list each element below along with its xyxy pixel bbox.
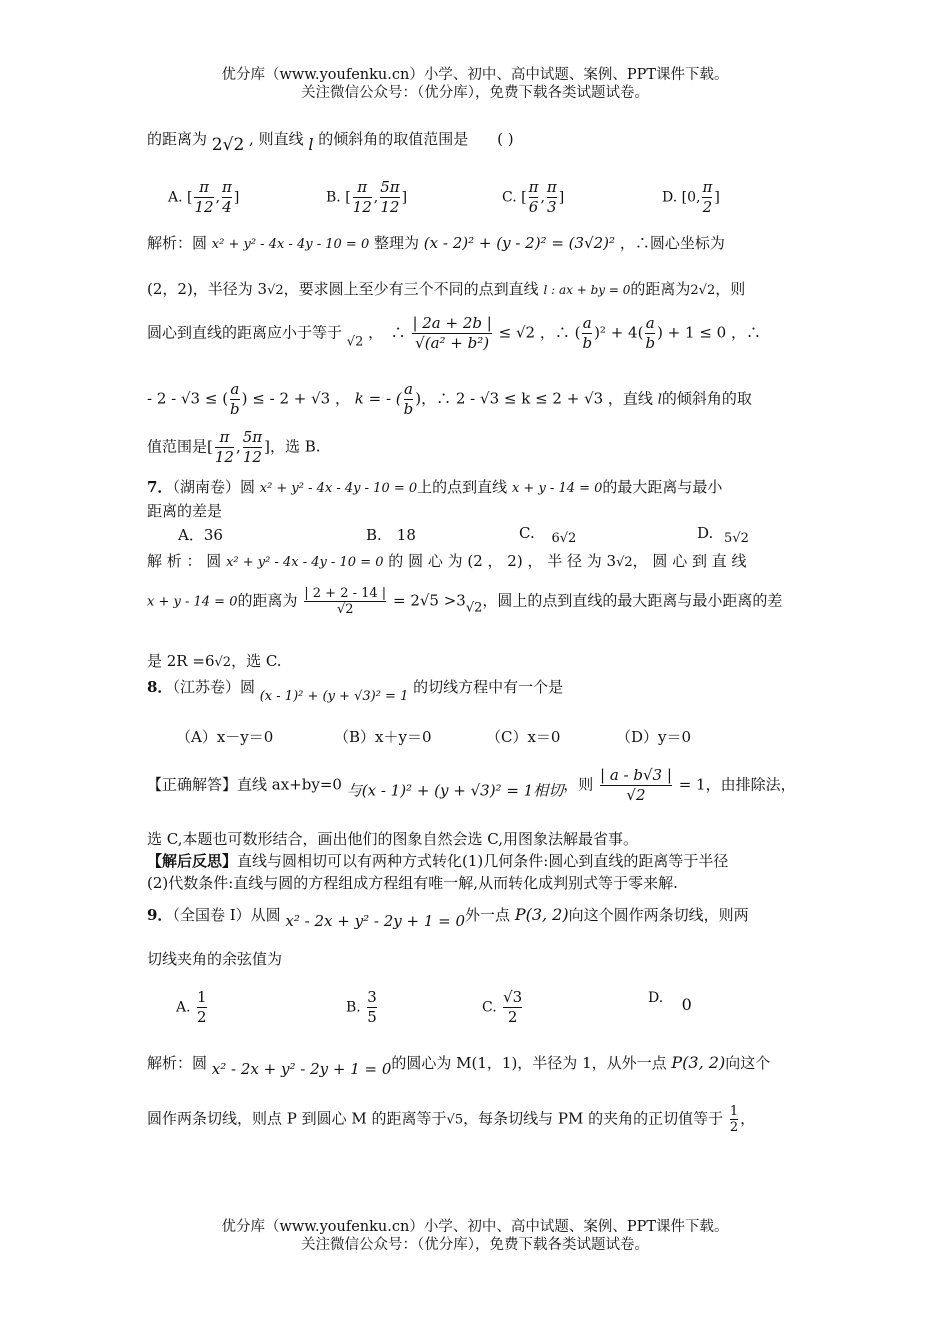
q7-option-c: C. 6√2: [519, 524, 577, 546]
q8-option-b: （B）x＋y＝0: [334, 728, 432, 746]
q8-reflection-2: (2)代数条件:直线与圆的方程组成方程组有唯一解,从而转化成判别式等于零来解.: [147, 874, 678, 892]
q9-option-a: A. $\frac{1}{2}$: [176, 988, 207, 1026]
q8-answer: 【正确解答】直线 ax+by=0 与(x - 1)² + (y + √3)² = 1相切，则 $\frac{| a - b√3 |}{√2}$ = 1，由排除法，: [147, 766, 796, 804]
q7-option-a: A．36: [178, 526, 223, 544]
q6-stem: 的距离为 2√2 , 则直线 l 的倾斜角的取值范围是 ( ): [147, 130, 514, 155]
q9-solution-line-1: 解析：圆 x² - 2x + y² - 2y + 1 = 0的圆心为 M(1，1)，半径为 1，从外一点 P(3, 2)向这个: [147, 1053, 771, 1078]
q7-solution-line-1: 解 析 ： 圆 x² + y² - 4x - 4y - 10 = 0 的 圆 心 为 (2 ， 2) ， 半 径 为 3√2， 圆 心 到 直 线: [147, 552, 747, 570]
q6-solution-line-2: (2，2)，半径为 3√2，要求圆上至少有三个不同的点到直线 l : ax + by = 0的距离为2√2，则: [147, 280, 746, 298]
q9-option-d: D. 0: [648, 990, 692, 1014]
q7-stem: 7．（湖南卷）圆 x² + y² - 4x - 4y - 10 = 0上的点到直线 x + y - 14 = 0的最大距离与最小: [147, 478, 723, 496]
header-line-1: 优分库（www.youfenku.cn）小学、初中、高中试题、案例、PPT课件下载。: [221, 67, 729, 83]
page-footer: [0, 1218, 950, 1254]
q7-option-d: D. 5√2: [697, 524, 749, 546]
q9-solution-line-2: 圆作两条切线，则点 P 到圆心 M 的距离等于√5，每条切线与 PM 的夹角的正切值等于 $\frac{1}{2}$ ，: [147, 1104, 756, 1135]
header-line-2: 关注微信公众号：（优分库），免费下载各类试题试卷。: [301, 85, 649, 101]
q6-option-a: A. [ $\frac{\pi}{12}$ , $\frac{\pi}{4}$ ]: [168, 178, 240, 216]
q6-solution-line-1: 解析：圆 x² + y² - 4x - 4y - 10 = 0 整理为 (x - 2)² + (y - 2)² = (3√2)² ，∴圆心坐标为: [147, 234, 725, 252]
q6-option-c: C. [ $\frac{\pi}{6}$ , $\frac{\pi}{3}$ ]: [502, 178, 565, 216]
q9-option-c: C. $\frac{√3}{2}$: [482, 988, 523, 1026]
q9-option-b: B. $\frac{3}{5}$: [346, 988, 377, 1026]
q8-option-a: （A）x－y＝0: [176, 728, 274, 746]
q6-option-d: D. [0, $\frac{\pi}{2}$ ]: [662, 178, 720, 216]
q8-stem: 8．（江苏卷）圆 (x - 1)² + (y + √3)² = 1 的切线方程中有一个是: [147, 678, 564, 704]
q9-stem: 9．（全国卷 I）从圆 x² - 2x + y² - 2y + 1 = 0外一点 P(3, 2)向这个圆作两条切线，则两: [147, 905, 749, 930]
q8-option-d: （D）y＝0: [616, 728, 692, 746]
q6-solution-line-3: 圆心到直线的距离应小于等于 √2 ， ∴ $\frac{| 2a + 2b |}{\text{√(a² + b²)}}$ ≤ √2 ，∴ ( $\frac{a}{b}$ )² + 4( $\frac{a}{b}$ ) + 1 ≤ 0 ，∴: [147, 314, 761, 352]
q8-reflection: 【解后反思】直线与圆相切可以有两种方式转化(1)几何条件:圆心到直线的距离等于半径: [147, 852, 729, 870]
q6-solution-line-5: 值范围是[ $\frac{\pi}{12}$ , $\frac{5\pi}{12}$ ]，选 B.: [147, 428, 321, 466]
q6-solution-line-4: - 2 - √3 ≤ ( $\frac{a}{b}$ ) ≤ - 2 + √3 ， k = - ( $\frac{a}{b}$ )，∴ 2 - √3 ≤ k ≤ 2 + √3 ，直线 l的倾斜角的取: [147, 380, 752, 418]
q7-solution-line-2: x + y - 14 = 0的距离为 $\frac{| 2 + 2 - 14 |}{√2}$ = 2√5 >3√2，圆上的点到直线的最大距离与最小距离的差: [147, 586, 783, 617]
q7-stem-2: 距离的差是: [147, 502, 223, 520]
q8-option-c: （C）x＝0: [486, 728, 561, 746]
footer-line-2: 关注微信公众号：（优分库），免费下载各类试题试卷。: [301, 1237, 649, 1253]
q7-option-b: B. 18: [366, 526, 416, 544]
q7-solution-line-3: 是 2R =6√2，选 C.: [147, 652, 282, 670]
q6-option-b: B. [ $\frac{\pi}{12}$ , $\frac{5\pi}{12}$ ]: [326, 178, 408, 216]
q9-stem-2: 切线夹角的余弦值为: [147, 950, 283, 968]
q8-answer-line-2: 选 C,本题也可数形结合，画出他们的图象自然会选 C,用图象法解最省事。: [147, 830, 638, 848]
footer-line-1: 优分库（www.youfenku.cn）小学、初中、高中试题、案例、PPT课件下载。: [221, 1219, 729, 1235]
page-header: [0, 66, 950, 102]
